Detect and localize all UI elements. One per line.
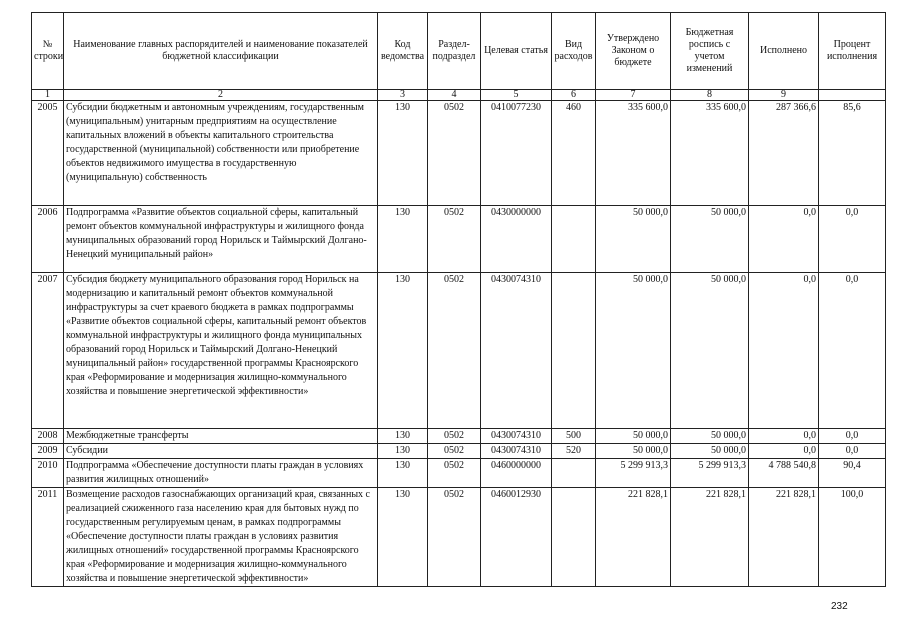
dept-code: 130	[378, 488, 428, 587]
schedule-amount: 335 600,0	[671, 101, 749, 206]
approved-amount: 50 000,0	[596, 429, 671, 444]
header-dept-code: Код ведомства	[378, 13, 428, 90]
section-code: 0502	[428, 273, 481, 429]
column-number: 4	[428, 90, 481, 101]
row-name: Субсидии бюджетным и автономным учреждениям, государственным (муниципальным) унитарным предприятиям на осуществление капитальных вложений в объекты капитального строительства государственной (муниципальной) собственности или приобретение объектов недвижимого имущества в государственную (муниципальную) собственность	[64, 101, 378, 206]
header-row	[32, 13, 886, 90]
executed-amount: 0,0	[749, 444, 819, 459]
row-name: Межбюджетные трансферты	[64, 429, 378, 444]
row-number: 2010	[32, 459, 64, 488]
table-row	[32, 444, 886, 459]
executed-amount: 0,0	[749, 206, 819, 273]
execution-percent: 0,0	[819, 206, 886, 273]
row-name: Субсидия бюджету муниципального образования город Норильск на модернизацию и капитальный ремонт объектов коммунальной инфраструктуры за счет краевого бюджета в рамках подпрограммы «Развитие объектов социальной сферы, капитальный ремонт объектов коммунальной инфраструктуры и жилищного фонда муниципальных образований город Норильск и Таймырский Долгано-Ненецкий муниципальный район» государственной программы Красноярского края «Реформирование и модернизация жилищно-коммунального хозяйства и повышение энергетической эффективности»	[64, 273, 378, 429]
execution-percent: 90,4	[819, 459, 886, 488]
approved-amount: 335 600,0	[596, 101, 671, 206]
section-code: 0502	[428, 429, 481, 444]
section-code: 0502	[428, 206, 481, 273]
section-code: 0502	[428, 444, 481, 459]
row-number: 2005	[32, 101, 64, 206]
row-number: 2009	[32, 444, 64, 459]
row-name: Возмещение расходов газоснабжающих организаций края, связанных с реализацией сжиженного газа населению края для бытовых нужд по государственным регулируемым ценам, в рамках подпрограммы «Обеспечение доступности платы граждан в условиях развития жилищных отношений» государственной программы Красноярского края «Реформирование и модернизация жилищно-коммунального хозяйства и повышение энергетической эффективности»	[64, 488, 378, 587]
dept-code: 130	[378, 429, 428, 444]
expense-type	[552, 459, 596, 488]
column-number: 8	[671, 90, 749, 101]
row-number: 2011	[32, 488, 64, 587]
expense-type	[552, 488, 596, 587]
execution-percent: 85,6	[819, 101, 886, 206]
target-code: 0430000000	[481, 206, 552, 273]
column-number: 3	[378, 90, 428, 101]
schedule-amount: 5 299 913,3	[671, 459, 749, 488]
target-code: 0460000000	[481, 459, 552, 488]
dept-code: 130	[378, 444, 428, 459]
column-number: 7	[596, 90, 671, 101]
expense-type: 500	[552, 429, 596, 444]
header-executed: Исполнено	[749, 13, 819, 90]
row-number: 2007	[32, 273, 64, 429]
column-number	[819, 90, 886, 101]
expense-type	[552, 206, 596, 273]
approved-amount: 50 000,0	[596, 273, 671, 429]
section-code: 0502	[428, 459, 481, 488]
table-row	[32, 488, 886, 587]
dept-code: 130	[378, 459, 428, 488]
target-code: 0410077230	[481, 101, 552, 206]
header-expense-type: Вид расходов	[552, 13, 596, 90]
header-target: Целевая статья	[481, 13, 552, 90]
schedule-amount: 221 828,1	[671, 488, 749, 587]
column-number: 5	[481, 90, 552, 101]
table-row	[32, 101, 886, 206]
column-number-row	[32, 90, 886, 101]
execution-percent: 0,0	[819, 429, 886, 444]
target-code: 0430074310	[481, 273, 552, 429]
section-code: 0502	[428, 488, 481, 587]
executed-amount: 0,0	[749, 273, 819, 429]
approved-amount: 50 000,0	[596, 206, 671, 273]
column-number: 9	[749, 90, 819, 101]
schedule-amount: 50 000,0	[671, 429, 749, 444]
execution-percent: 0,0	[819, 444, 886, 459]
header-section: Раздел-подраздел	[428, 13, 481, 90]
dept-code: 130	[378, 273, 428, 429]
executed-amount: 221 828,1	[749, 488, 819, 587]
column-number: 2	[64, 90, 378, 101]
budget-execution-table	[31, 12, 886, 587]
table-row	[32, 273, 886, 429]
column-number: 6	[552, 90, 596, 101]
executed-amount: 287 366,6	[749, 101, 819, 206]
table-row	[32, 459, 886, 488]
schedule-amount: 50 000,0	[671, 206, 749, 273]
row-name: Подпрограмма «Развитие объектов социальной сферы, капитальный ремонт объектов коммунальной инфраструктуры и жилищного фонда муниципальных образований город Норильск и Таймырский Долгано-Ненецкий муниципальный район»	[64, 206, 378, 273]
target-code: 0460012930	[481, 488, 552, 587]
row-name: Подпрограмма «Обеспечение доступности платы граждан в условиях развития жилищных отношений»	[64, 459, 378, 488]
approved-amount: 221 828,1	[596, 488, 671, 587]
page-number: 232	[831, 601, 848, 612]
row-number: 2006	[32, 206, 64, 273]
executed-amount: 0,0	[749, 429, 819, 444]
table-row	[32, 429, 886, 444]
header-schedule: Бюджетная роспись с учетом изменений	[671, 13, 749, 90]
execution-percent: 0,0	[819, 273, 886, 429]
schedule-amount: 50 000,0	[671, 273, 749, 429]
row-name: Субсидии	[64, 444, 378, 459]
target-code: 0430074310	[481, 444, 552, 459]
dept-code: 130	[378, 101, 428, 206]
header-row-no: № строки	[32, 13, 64, 90]
executed-amount: 4 788 540,8	[749, 459, 819, 488]
approved-amount: 5 299 913,3	[596, 459, 671, 488]
header-percent: Процент исполнения	[819, 13, 886, 90]
expense-type: 460	[552, 101, 596, 206]
column-number: 1	[32, 90, 64, 101]
section-code: 0502	[428, 101, 481, 206]
header-name: Наименование главных распорядителей и наименование показателей бюджетной классификации	[64, 13, 378, 90]
dept-code: 130	[378, 206, 428, 273]
header-approved: Утверждено Законом о бюджете	[596, 13, 671, 90]
expense-type: 520	[552, 444, 596, 459]
execution-percent: 100,0	[819, 488, 886, 587]
table-row	[32, 206, 886, 273]
row-number: 2008	[32, 429, 64, 444]
target-code: 0430074310	[481, 429, 552, 444]
expense-type	[552, 273, 596, 429]
schedule-amount: 50 000,0	[671, 444, 749, 459]
approved-amount: 50 000,0	[596, 444, 671, 459]
